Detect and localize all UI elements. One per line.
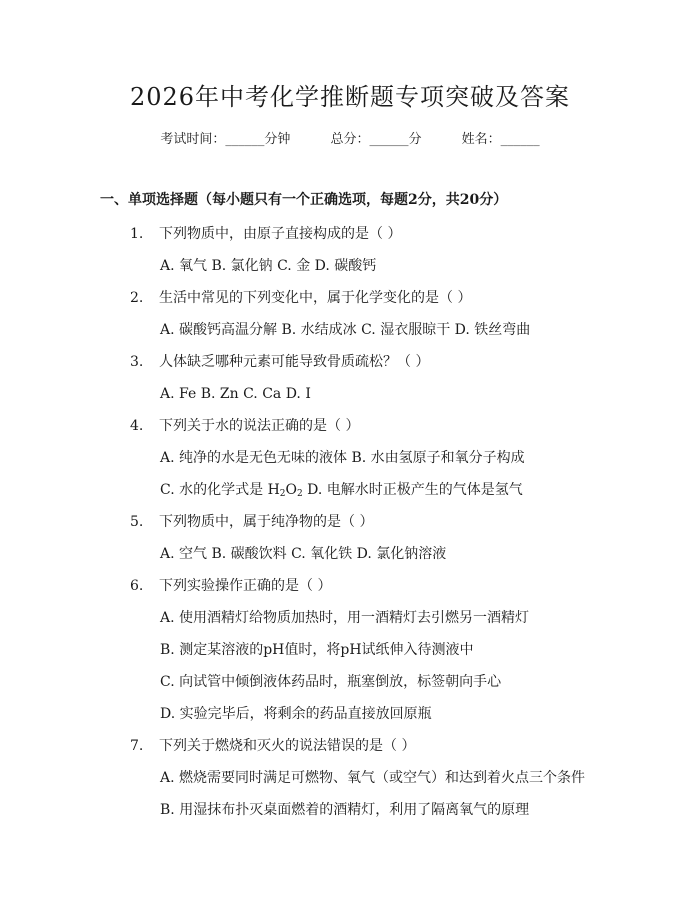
section-heading: 一、单项选择题（每小题只有一个正确选项，每题2分，共20分） (100, 192, 508, 208)
question-text: 人体缺乏哪种元素可能导致骨质疏松？（ ） (159, 354, 430, 370)
question-number: 7. (130, 738, 144, 754)
question-option-a: A. 使用酒精灯给物质加热时，用一酒精灯去引燃另一酒精灯 (160, 610, 530, 626)
question-options: A. 纯净的水是无色无味的液体 B. 水由氢原子和氧分子构成 (160, 450, 525, 466)
option-text: O (285, 482, 297, 498)
question-options: A. 空气 B. 碳酸饮料 C. 氧化铁 D. 氯化钠溶液 (160, 546, 447, 562)
question-number: 2. (130, 290, 144, 306)
question-number: 1. (130, 226, 144, 242)
question-option-a: A. 燃烧需要同时满足可燃物、氧气（或空气）和达到着火点三个条件 (160, 770, 586, 786)
question-text: 下列关于水的说法正确的是（ ） (159, 418, 360, 434)
question-text: 下列物质中，由原子直接构成的是（ ） (159, 226, 402, 242)
question-options: A. Fe B. Zn C. Ca D. I (160, 386, 311, 402)
question-options: A. 碳酸钙高温分解 B. 水结成冰 C. 湿衣服晾干 D. 铁丝弯曲 (160, 322, 531, 338)
question-text: 生活中常见的下列变化中，属于化学变化的是（ ） (159, 290, 472, 306)
question-option-c: C. 向试管中倾倒液体药品时，瓶塞倒放，标签朝向手心 (160, 674, 502, 690)
subscript: 2 (297, 489, 303, 499)
page-title: 2026年中考化学推断题专项突破及答案 (129, 83, 571, 111)
question-option-b: B. 测定某溶液的pH值时，将pH试纸伸入待测液中 (160, 642, 474, 658)
total-score: 总分：______分 (330, 132, 422, 147)
question-options: A. 氧气 B. 氯化钠 C. 金 D. 碳酸钙 (160, 258, 377, 274)
exam-info (0, 130, 700, 150)
question-number: 3. (130, 354, 144, 370)
question-option-b: B. 用湿抹布扑灭桌面燃着的酒精灯，利用了隔离氧气的原理 (160, 802, 530, 818)
option-text: C. 水的化学式是 H (160, 482, 280, 498)
question-number: 5. (130, 514, 144, 530)
question-text: 下列关于燃烧和灭火的说法错误的是（ ） (159, 738, 416, 754)
question-number: 4. (130, 418, 144, 434)
student-name: 姓名：______ (461, 132, 540, 147)
question-option-c-d (160, 480, 523, 504)
question-number: 6. (130, 578, 144, 594)
question-option-d: D. 实验完毕后，将剩余的药品直接放回原瓶 (160, 706, 432, 722)
option-text: D. 电解水时正极产生的气体是氢气 (302, 482, 523, 498)
question-text: 下列实验操作正确的是（ ） (159, 578, 332, 594)
question-text: 下列物质中，属于纯净物的是（ ） (159, 514, 374, 530)
exam-time: 考试时间：______分钟 (160, 132, 291, 147)
subscript: 2 (279, 489, 286, 499)
